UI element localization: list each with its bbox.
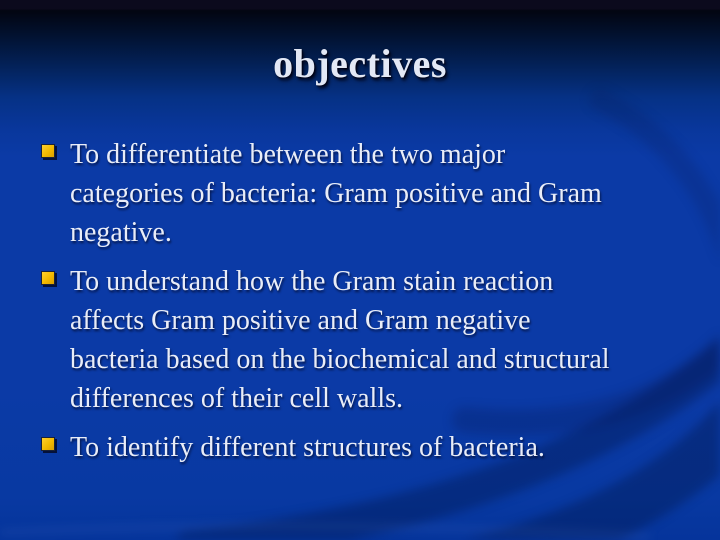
bullet-line: To understand how the Gram stain reaction <box>70 266 554 297</box>
bullet-line: affects Gram positive and Gram negative <box>70 305 531 336</box>
bullet-line: negative. <box>70 217 172 248</box>
slide-title: objectives <box>273 41 447 86</box>
bullet-text <box>70 135 689 252</box>
bullet-text <box>70 262 689 418</box>
bullet-line: To differentiate between the two major <box>70 139 506 170</box>
bullet-square-icon <box>41 144 55 158</box>
bullet-line: To identify different structures of bacteria. <box>70 432 545 463</box>
bullet-item <box>41 428 689 467</box>
bullet-line: categories of bacteria: Gram positive and Gram <box>70 178 602 209</box>
bullet-square-icon <box>41 271 55 285</box>
bullet-item <box>41 262 689 418</box>
bullet-square-icon <box>41 437 55 451</box>
bullet-list <box>41 135 689 477</box>
bullet-line: differences of their cell walls. <box>70 383 404 414</box>
bullet-item <box>41 135 689 252</box>
bullet-line: bacteria based on the biochemical and structural <box>70 344 610 375</box>
bullet-text <box>70 428 689 467</box>
